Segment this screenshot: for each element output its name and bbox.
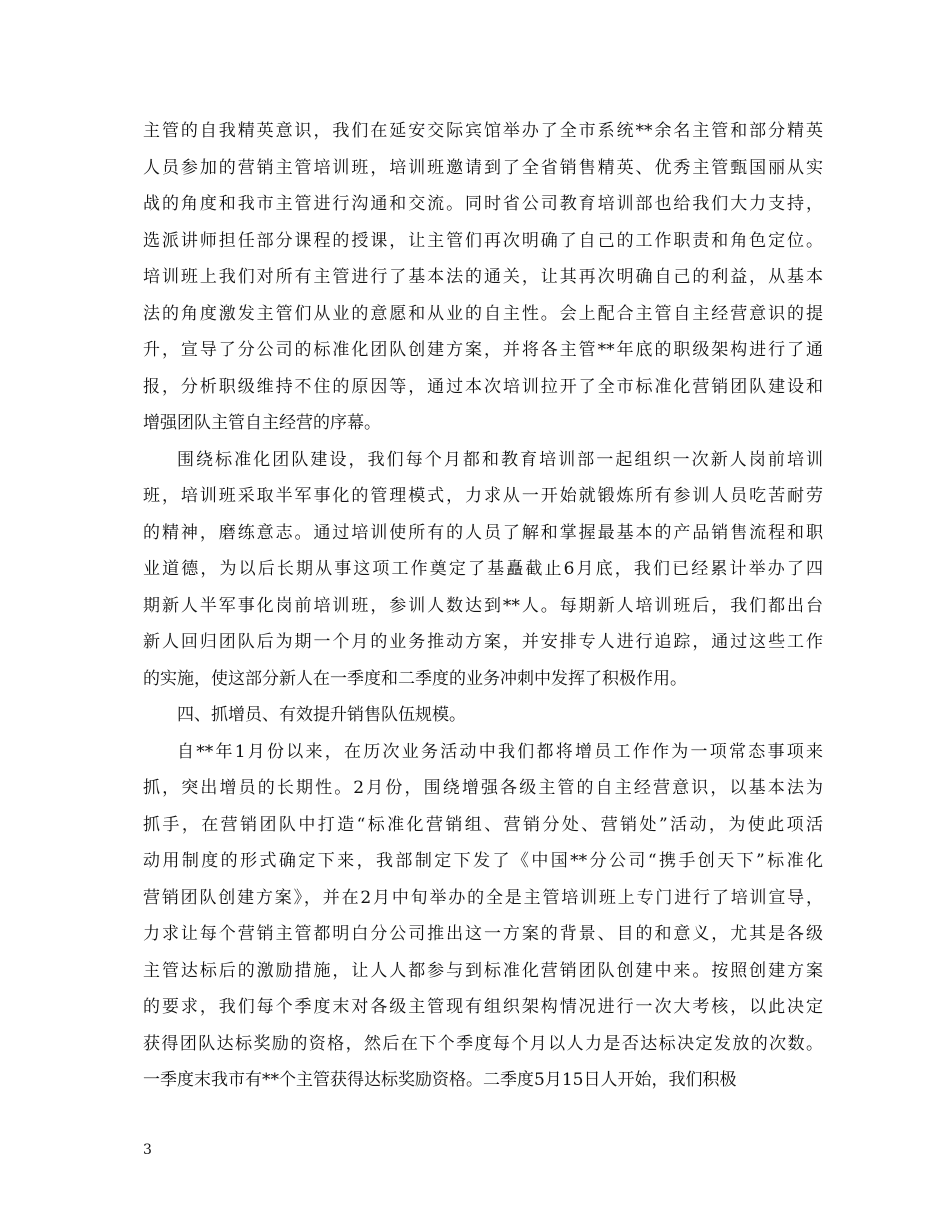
text-line: 报，分析职级维持不住的原因等，通过本次培训拉开了全市标准化营销团队建设和 — [143, 376, 823, 397]
text-line: 新人回归团队后为期一个月的业务推动方案，并安排专人进行追踪，通过这些工作 — [143, 632, 823, 652]
paragraph — [143, 697, 823, 734]
text-line: 一季度末我市有**个主管获得达标奖励资格。二季度5月15日人开始，我们积极 — [143, 1070, 737, 1090]
text-line: 战的角度和我市主管进行沟通和交流。同时省公司教育培训部也给我们大力支持， — [143, 194, 823, 214]
text-line: 业道德，为以后长期从事这项工作奠定了基矗截止6月底，我们已经累计举办了四 — [143, 559, 823, 579]
text-line: 自**年1月份以来，在历次业务活动中我们都将增员工作作为一项常态事项来 — [177, 741, 823, 762]
text-line: 培训班上我们对所有主管进行了基本法的通关，让其再次明确自己的利益，从基本 — [143, 267, 823, 287]
text-line: 营销团队创建方案》，并在2月中旬举办的全是主管培训班上专门进行了培训宣导， — [143, 887, 823, 908]
document-body — [143, 113, 823, 1099]
paragraph — [143, 113, 823, 442]
paragraph — [143, 734, 823, 1099]
text-line: 主管的自我精英意识，我们在延安交际宾馆举办了全市系统**余名主管和部分精英 — [143, 121, 823, 141]
text-line: 法的角度激发主管们从业的意愿和从业的自主性。会上配合主管自主经营意识的提 — [143, 303, 823, 324]
text-line: 抓，突出增员的长期性。2月份，围绕增强各级主管的自主经营意识，以基本法为 — [143, 778, 823, 798]
text-line: 的实施，使这部分新人在一季度和二季度的业务冲刺中发挥了积极作用。 — [143, 668, 687, 689]
text-line: 的要求，我们每个季度末对各级主管现有组织架构情况进行一次大考核，以此决定 — [143, 997, 823, 1017]
text-line: 四、抓增员、有效提升销售队伍规模。 — [177, 705, 466, 725]
text-line: 的精神，磨练意志。通过培训使所有的人员了解和掌握最基本的产品销售流程和职 — [143, 522, 823, 543]
text-line: 选派讲师担任部分课程的授课，让主管们再次明确了自己的工作职责和角色定位。 — [143, 230, 823, 251]
text-line: 抓手，在营销团队中打造“标准化营销组、营销分处、营销处”活动，为使此项活 — [143, 814, 823, 835]
text-line: 主管达标后的激励措施，让人人都参与到标准化营销团队创建中来。按照创建方案 — [143, 960, 823, 981]
text-line: 增强团队主管自主经营的序幕。 — [143, 413, 381, 433]
text-line: 获得团队达标奖励的资格，然后在下个季度每个月以人力是否达标决定发放的次数。 — [143, 1033, 823, 1054]
text-line: 人员参加的营销主管培训班，培训班邀请到了全省销售精英、优秀主管甄国丽从实 — [143, 157, 823, 178]
text-line: 力求让每个营销主管都明白分公司推出这一方案的背景、目的和意义，尤其是各级 — [143, 924, 823, 944]
text-line: 班，培训班采取半军事化的管理模式，力求从一开始就锻炼所有参训人员吃苦耐劳 — [143, 486, 823, 506]
text-line: 围绕标准化团队建设，我们每个月都和教育培训部一起组织一次新人岗前培训 — [177, 449, 823, 470]
text-line: 期新人半军事化岗前培训班，参训人数达到**人。每期新人培训班后，我们都出台 — [143, 595, 823, 616]
page-number: 3 — [143, 1142, 152, 1158]
paragraph — [143, 442, 823, 698]
text-line: 升，宣导了分公司的标准化团队创建方案，并将各主管**年底的职级架构进行了通 — [143, 340, 823, 360]
text-line: 动用制度的形式确定下来，我部制定下发了《中国**分公司“携手创天下”标准化 — [143, 851, 823, 871]
